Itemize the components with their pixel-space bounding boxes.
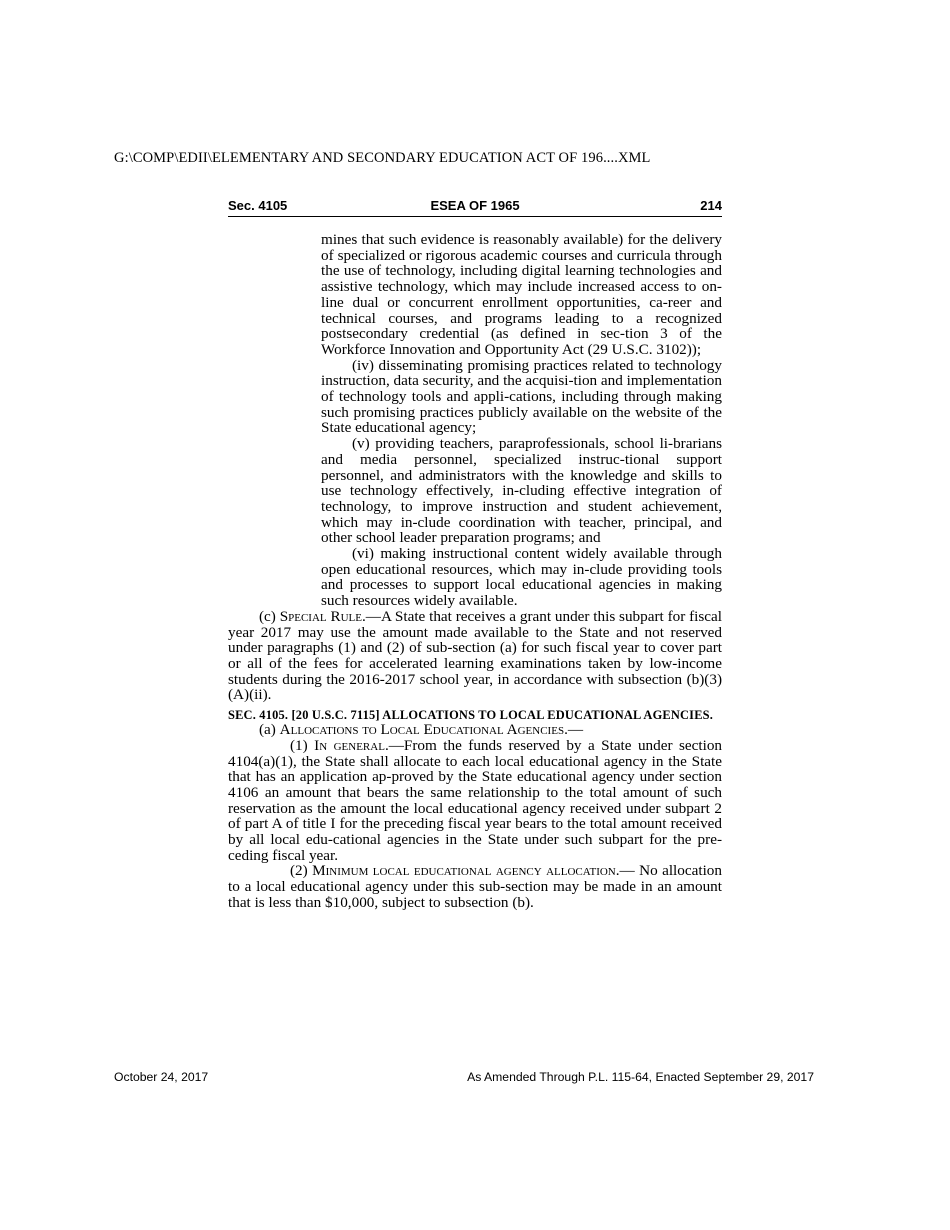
subsection-a-dash: .—: [564, 721, 584, 739]
clause-v: (v) providing teachers, paraprofessionals, school li-brarians and media personnel, specialized instruc-tional support personnel, and administrators with the knowledge and skills to use technology effectively, in-cluding effective integration of technology, to improve instruction and student achievement, which may in-clude coordination with teacher, principal, and other school leader preparation programs; and: [321, 435, 722, 547]
page-number: 214: [700, 198, 722, 213]
clause-iv: (iv) disseminating promising practices related to technology instruction, data security, and the acquisi-tion and implementation of technology tools and appli-cations, including through making such promising practices publicly available on the website of the State educational agency;: [321, 356, 722, 437]
paragraph-2-text: .— No allocation to a local educational agency under this sub-section may be made in an amount that is less than $10,000, subject to subsection (b).: [228, 862, 722, 911]
act-title: ESEA OF 1965: [430, 198, 520, 213]
clause-vi: (vi) making instructional content widely available through open educational resources, which may in-clude providing tools and processes to support local educational agencies in making such resources widely available.: [321, 545, 722, 610]
subsection-c: [228, 609, 722, 703]
document-body: [228, 232, 722, 911]
paragraph-2: [228, 863, 722, 910]
section-reference: Sec. 4105: [228, 198, 288, 213]
subsection-c-heading: Special Rule: [279, 607, 362, 625]
section-heading: SEC. 4105. [20 U.S.C. 7115] ALLOCATIONS TO LOCAL EDUCATIONAL AGENCIES.: [228, 708, 714, 723]
continued-text: mines that such evidence is reasonably available) for the delivery of specialized or rigorous academic courses and curricula through the use of technology, including digital learning technologies and assistive technology, which may include increased access to on-line dual or concurrent enrollment opportunities, ca-reer and technical courses, and programs leading to a recognized postsecondary credential (as defined in sec-tion 3 of the Workforce Innovation and Opportunity Act (29 U.S.C. 3102));: [321, 231, 722, 358]
paragraph-1-text: .—From the funds reserved by a State under section 4104(a)(1), the State shall allocate to each local educational agency in the State that has an application ap-proved by the State educational agency under section 4106 an amount that bears the same relationship to the total amount of such reservation as the amount the local educational agency received under subpart 2 of part A of title I for the preceding fiscal year bears to the total amount received by all local edu-cational agencies in the State under such subpart for the pre-ceding fiscal year.: [228, 736, 723, 864]
paragraph-2-label: (2): [290, 862, 313, 880]
running-head: [228, 198, 722, 217]
subsection-c-text: .—A State that receives a grant under this subpart for fiscal year 2017 may use the amount made available to the State and not reserved under paragraphs (1) and (2) of sub-section (a) for such fiscal year to cover part or all of the fees for accelerated learning examinations taken by low-income students during the 2016-2017 school year, in accordance with subsection (b)(3)(A)(ii).: [228, 607, 723, 704]
subsection-c-label: (c): [259, 607, 280, 625]
footer-amended-note: As Amended Through P.L. 115-64, Enacted September 29, 2017: [467, 1070, 814, 1084]
subsection-a-heading: Allocations to Local Educational Agencies: [279, 721, 565, 739]
paragraph-1-heading: In general: [314, 736, 385, 754]
footer-date: October 24, 2017: [114, 1070, 209, 1084]
paragraph-1-label: (1): [290, 736, 315, 754]
subsection-a-label: (a): [259, 721, 280, 739]
paragraph-1: [228, 738, 722, 864]
subsection-a: [228, 722, 722, 738]
paragraph-2-heading: Minimum local educational agency allocation: [312, 862, 616, 880]
file-path-header: G:\COMP\EDII\ELEMENTARY AND SECONDARY EDUCATION ACT OF 196....XML: [114, 150, 651, 166]
